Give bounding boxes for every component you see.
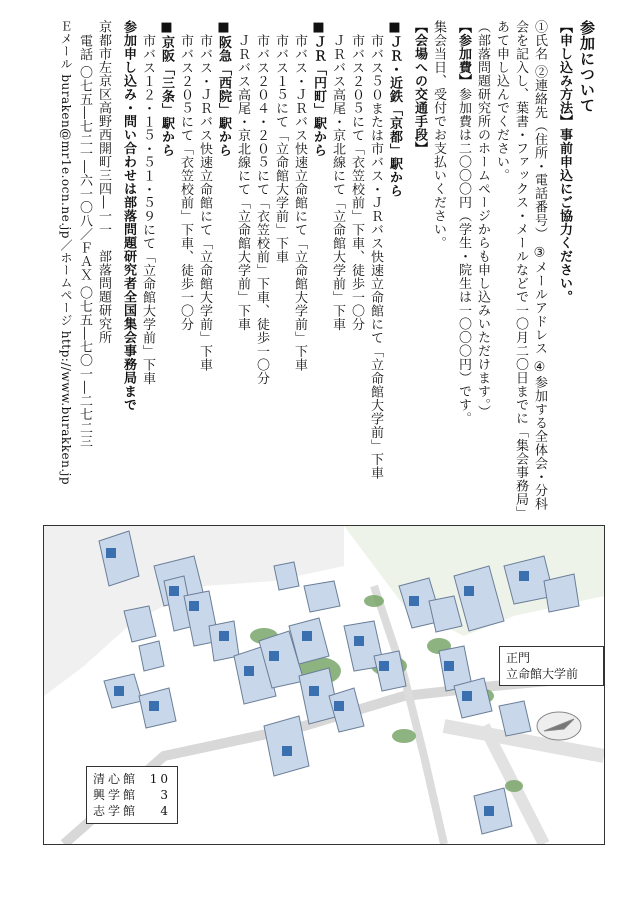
- access-heading: 【会場への交通手段】: [412, 20, 427, 155]
- apply-heading: 【申し込み方法】事前申込にご協力ください。: [557, 20, 572, 304]
- station-label-line1: 正門: [506, 651, 531, 665]
- route-origin: ■ＪＲ・近鉄「京都」駅から: [387, 20, 402, 198]
- route-line: ＪＲバス高尾・京北線にて「立命館大学前」下車: [235, 34, 250, 331]
- legend-row: [93, 771, 171, 787]
- legend-number: 10: [149, 772, 171, 786]
- compass-icon: [537, 712, 581, 740]
- route-line: 市バス２０５にて「衣笠校前」下車、徒歩一〇分: [349, 34, 364, 331]
- fee-body: 参加費は二〇〇〇円（学生・院生は一〇〇〇円）です。: [456, 87, 471, 425]
- route-line: 市バス２０５にて「衣笠校前」下車、徒歩一〇分: [178, 34, 193, 331]
- route-origin: ■京阪「三条」駅から: [159, 20, 174, 157]
- route-line: 市バス１２・１５・５１・５９にて「立命館大学前」下車: [140, 34, 155, 385]
- legend-number: 3: [160, 788, 171, 802]
- legend-row: [93, 787, 171, 803]
- route-origin: ■ＪＲ「円町」駅から: [311, 20, 326, 157]
- route-line: 市バス２０４・２０５にて「衣笠校前」下車、徒歩一〇分: [254, 34, 269, 385]
- contact-web: Ｅメール buraken@mr1e.ocn.ne.jp／ホームページ http://www.burakken.jp: [59, 20, 73, 486]
- route-line: ＪＲバス高尾・京北線にて「立命館大学前」下車: [330, 34, 345, 331]
- fee-note: 集会当日、受付でお支払いください。: [431, 20, 446, 250]
- campus-map: [43, 525, 605, 845]
- route-line: 市バス・ＪＲバス快速立命館にて「立命館大学前」下車: [292, 34, 307, 372]
- contact-phone: 電話 〇七五―七二一―六一〇八／ＦＡＸ 〇七五―七〇一―二七二三: [77, 34, 92, 449]
- apply-note: （部落問題研究所のホームページからも申し込みいただけます。）: [475, 20, 490, 419]
- apply-body: ①氏名 ②連絡先（住所・電話番号） ③メールアドレス ④参加する全体会・分科会を記入し、葉書・ファックス・メールなどで一〇月二〇日までに「集会事務局」あて申し込んでください。: [494, 20, 547, 520]
- route-origin: ■阪急「西院」駅から: [216, 20, 231, 157]
- legend-number: 4: [160, 804, 171, 818]
- legend-row: [93, 803, 171, 819]
- document-text: [38, 20, 600, 520]
- legend-name: 興学館: [93, 788, 139, 802]
- building-legend: [86, 766, 178, 824]
- station-label-box: [499, 646, 604, 686]
- page-title: 参加について: [578, 20, 596, 113]
- fee-heading: 【参加費】: [456, 20, 471, 88]
- station-label-line2: 立命館大学前: [506, 667, 579, 681]
- route-line: 市バス・ＪＲバス快速立命館にて「立命館大学前」下車: [197, 34, 212, 372]
- contact-address: 京都市左京区高野西開町三四―一一 部落問題研究所: [96, 20, 111, 344]
- legend-name: 志学館: [93, 804, 139, 818]
- route-line: 市バス５０または市バス・ＪＲバス快速立命館にて「立命館大学前」下車: [368, 34, 383, 480]
- fee-paragraph: [454, 20, 473, 520]
- legend-name: 清心館: [93, 772, 139, 786]
- contact-heading: 参加申し込み・問い合わせは部落問題研究者全国集会事務局まで: [121, 20, 136, 412]
- route-line: 市バス１５にて「立命館大学前」下車: [273, 34, 288, 264]
